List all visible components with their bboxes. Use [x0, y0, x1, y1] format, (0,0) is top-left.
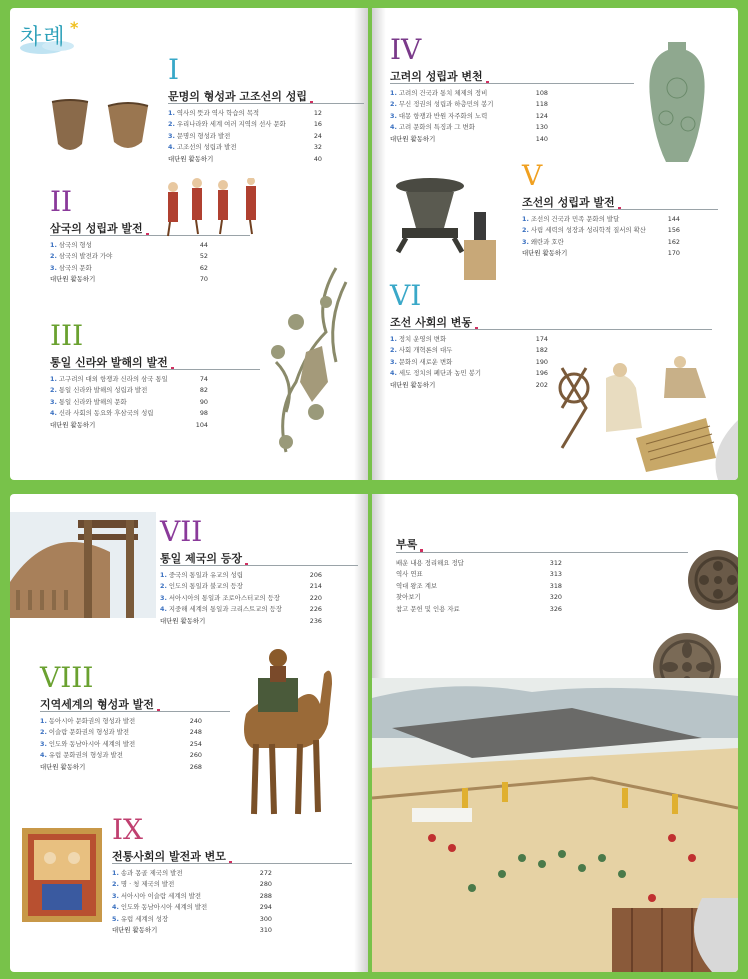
toc-item-index: 3.: [50, 263, 57, 272]
toc-item-page: 248: [189, 728, 202, 737]
sanchi-stupa-illustration: [10, 512, 156, 618]
toc-item-index: 1.: [112, 869, 119, 877]
toc-item-label: 사회 개혁론의 대두: [398, 346, 453, 355]
toc-activity-page: 70: [199, 275, 208, 284]
toc-item-page: 220: [309, 593, 322, 602]
unit-8-title-text: 지역세계의 형성과 발전: [40, 698, 154, 711]
toc-item-index: 1.: [50, 241, 57, 249]
appendix-item-label: 역대 왕조 계보: [396, 581, 438, 590]
appendix-item-label: 찾아보기: [396, 593, 421, 602]
toc-activity-page: 170: [667, 249, 680, 258]
toc-activity[interactable]: [50, 420, 208, 431]
toc-item[interactable]: [160, 593, 322, 604]
unit-6-title-text: 조선 사회의 변동: [390, 316, 473, 329]
toc-item[interactable]: [112, 902, 272, 913]
persian-miniature-illustration: [22, 828, 102, 922]
toc-item-page: 24: [313, 131, 322, 140]
toc-item-label: 명 · 청 제국의 발전: [120, 880, 175, 889]
unit-7-title[interactable]: [160, 550, 248, 566]
toc-item-label: 삼국의 문화: [58, 263, 92, 272]
unit-5-numeral: V: [522, 159, 543, 192]
toc-item-page: 174: [535, 335, 548, 343]
toc-item-index: 3.: [168, 131, 175, 140]
unit-3-title[interactable]: [50, 354, 174, 370]
unit-2-title-text: 삼국의 성립과 발전: [50, 222, 143, 235]
unit-9-numeral: IX: [112, 813, 143, 846]
toc-item-page: 44: [199, 241, 208, 249]
toc-item[interactable]: [40, 716, 202, 727]
unit-4-title-text: 고려의 성립과 변천: [390, 70, 483, 83]
toc-item[interactable]: [522, 214, 680, 225]
toc-item[interactable]: [50, 263, 208, 274]
toc-item-page: 16: [313, 120, 322, 129]
page-gutter-shadow: [372, 8, 386, 480]
toc-item-index: 4.: [168, 143, 175, 152]
toc-item[interactable]: [522, 225, 680, 236]
unit-4-title[interactable]: [390, 68, 489, 84]
toc-item-page: 196: [535, 369, 548, 378]
toc-item-index: 4.: [160, 605, 167, 614]
appendix-title-text: 부록: [396, 538, 418, 551]
unit-2-title[interactable]: [50, 220, 149, 236]
toc-item-index: 5.: [112, 914, 119, 923]
toc-item-index: 1.: [522, 215, 529, 223]
toc-item-page: 118: [535, 100, 548, 109]
toc-item[interactable]: [50, 240, 208, 251]
toc-item-index: 2.: [40, 728, 47, 737]
toc-item[interactable]: [168, 142, 322, 153]
toc-item-label: 고구려의 대외 항쟁과 신라의 삼국 통일: [58, 375, 168, 383]
toc-header-title: 차례: [20, 25, 67, 50]
page-top-left: [10, 8, 368, 480]
toc-item[interactable]: [50, 408, 208, 419]
toc-item-index: 4.: [112, 903, 119, 912]
unit-9-divider: [112, 863, 352, 864]
toc-activity-label: 대단원 활동하기: [160, 616, 206, 625]
unit-5-divider: [522, 209, 718, 210]
toc-item-index: 4.: [40, 751, 47, 760]
toc-activity-label: 대단원 활동하기: [522, 249, 568, 258]
toc-item[interactable]: [168, 131, 322, 142]
toc-item-page: 260: [189, 751, 202, 760]
appendix-item-label: 배운 내용 정리해요 정답: [396, 559, 464, 567]
toc-item-index: 2.: [112, 880, 119, 889]
toc-item-label: 정치 운영의 변화: [398, 335, 447, 343]
toc-item-index: 3.: [160, 593, 167, 602]
unit-1-divider: [168, 103, 364, 104]
toc-item-label: 대몽 항쟁과 반원 자주화의 노력: [398, 111, 488, 120]
unit-4-numeral: IV: [390, 33, 422, 66]
toc-item[interactable]: [50, 374, 208, 385]
toc-item-label: 중국의 통일과 유교의 성립: [168, 571, 243, 579]
appendix-item-page: 312: [549, 559, 562, 567]
toc-item-page: 162: [667, 237, 680, 246]
toc-activity-page: 310: [259, 925, 272, 934]
toc-item-index: 3.: [390, 357, 397, 366]
toc-item-index: 3.: [390, 111, 397, 120]
toc-item[interactable]: [522, 237, 680, 248]
header-star-icon: *: [70, 18, 79, 37]
toc-item[interactable]: [40, 739, 202, 750]
appendix-item-page: 313: [549, 570, 562, 579]
appendix-item-label: 역사 연표: [396, 570, 423, 579]
toc-item-label: 역사의 뜻과 역사 학습의 목적: [176, 109, 260, 117]
toc-item-index: 3.: [50, 397, 57, 406]
appendix-divider: [396, 552, 688, 553]
toc-item-label: 고려 문화의 특징과 그 변화: [398, 123, 475, 132]
toc-item-page: 182: [535, 346, 548, 355]
toc-item[interactable]: [168, 119, 322, 130]
page-gutter-shadow: [354, 8, 368, 480]
toc-item-label: 삼국의 발전과 가야: [58, 252, 113, 261]
unit-8-divider: [40, 711, 230, 712]
toc-activity[interactable]: [50, 274, 208, 285]
toc-item-page: 190: [535, 357, 548, 366]
toc-item-index: 2.: [50, 386, 57, 395]
toc-item[interactable]: [390, 357, 548, 368]
unit-6-list: [390, 334, 548, 391]
toc-activity-page: 140: [535, 134, 548, 143]
appendix-item[interactable]: [396, 581, 562, 592]
unit-9-list: [112, 868, 272, 936]
toc-item-page: 32: [313, 143, 322, 152]
page-bottom-right: [372, 494, 738, 972]
toc-item[interactable]: [112, 868, 272, 879]
unit-1-list: [168, 108, 322, 165]
toc-item[interactable]: [390, 111, 548, 122]
toc-item[interactable]: [50, 397, 208, 408]
toc-activity[interactable]: [112, 925, 272, 936]
camel-figure-illustration: [232, 644, 338, 824]
toc-item-label: 우리나라와 세계 여러 지역의 선사 문화: [176, 120, 286, 129]
toc-activity-label: 대단원 활동하기: [112, 925, 158, 934]
palace-ceremony-illustration: [372, 678, 738, 972]
toc-item-page: 226: [309, 605, 322, 614]
unit-7-title-text: 통일 제국의 등장: [160, 552, 243, 565]
toc-item-page: 144: [667, 215, 680, 223]
toc-item[interactable]: [112, 879, 272, 890]
toc-activity-page: 202: [535, 380, 548, 389]
unit-8-numeral: VIII: [40, 661, 94, 694]
toc-item-page: 98: [199, 409, 208, 418]
toc-item-page: 74: [199, 375, 208, 383]
unit-1-numeral: I: [168, 53, 180, 86]
toc-item-index: 2.: [390, 100, 397, 109]
toc-activity[interactable]: [390, 380, 548, 391]
toc-item-label: 통일 신라와 발해의 문화: [58, 397, 127, 406]
appendix-title[interactable]: [396, 536, 423, 552]
toc-item-label: 서아시아의 통일과 조로아스터교의 등장: [168, 593, 280, 602]
toc-item-index: 4.: [390, 123, 397, 132]
toc-item-label: 무신 정권의 성립과 하층민의 봉기: [398, 100, 494, 109]
toc-item-index: 2.: [522, 226, 529, 235]
roof-tile-top-illustration: [684, 540, 738, 620]
toc-item-page: 90: [199, 397, 208, 406]
unit-8-list: [40, 716, 202, 773]
unit-3-list: [50, 374, 208, 431]
unit-5-title-text: 조선의 성립과 발전: [522, 196, 615, 209]
unit-5-list: [522, 214, 680, 260]
unit-2-numeral: II: [50, 185, 73, 218]
unit-6-numeral: VI: [390, 279, 422, 312]
toc-activity[interactable]: [522, 248, 680, 259]
appendix-item-page: 320: [549, 593, 562, 602]
toc-item-page: 300: [259, 914, 272, 923]
unit-7-divider: [160, 565, 358, 566]
toc-item-label: 송과 몽골 제국의 발전: [120, 869, 183, 877]
toc-item-label: 삼국의 형성: [58, 241, 92, 249]
toc-item-label: 유럽 세계의 성장: [120, 914, 169, 923]
toc-item-index: 1.: [160, 571, 167, 579]
toc-item-label: 인도와 동남아시아 세계의 발전: [48, 739, 136, 748]
toc-item[interactable]: [390, 334, 548, 345]
celadon-vase-illustration: [642, 38, 712, 168]
unit-5-title[interactable]: [522, 194, 621, 210]
toc-activity[interactable]: [390, 134, 548, 145]
toc-item-label: 신라 사회의 동요와 후삼국의 성립: [58, 409, 154, 418]
toc-item-label: 문화의 새로운 변화: [398, 357, 453, 366]
toc-item[interactable]: [390, 345, 548, 356]
rain-gauge-illustration: [390, 168, 510, 286]
pottery-illustration: [48, 96, 160, 162]
toc-activity-label: 대단원 활동하기: [390, 134, 436, 143]
toc-item-label: 지중해 세계의 통일과 크리스트교의 등장: [168, 605, 282, 614]
unit-6-divider: [390, 329, 712, 330]
toc-item-page: 52: [199, 252, 208, 261]
toc-item-label: 인도와 동남아시아 세계의 발전: [120, 903, 208, 912]
toc-item-page: 124: [535, 111, 548, 120]
appendix-item-page: 318: [549, 581, 562, 590]
toc-item-page: 82: [199, 386, 208, 395]
unit-9-title[interactable]: [112, 848, 232, 864]
toc-item-page: 240: [189, 717, 202, 725]
toc-item-index: 4.: [390, 369, 397, 378]
unit-8-title[interactable]: [40, 696, 160, 712]
toc-activity-label: 대단원 활동하기: [50, 420, 96, 429]
toc-item-label: 문명의 형성과 발전: [176, 131, 231, 140]
toc-item-index: 2.: [50, 252, 57, 261]
toc-item[interactable]: [390, 122, 548, 133]
appendix-item[interactable]: [396, 569, 562, 580]
toc-item-label: 고조선의 성립과 발전: [176, 143, 237, 152]
toc-item-page: 156: [667, 226, 680, 235]
unit-7-list: [160, 570, 322, 627]
unit-4-list: [390, 88, 548, 145]
appendix-item-page: 326: [549, 604, 562, 613]
toc-item-page: 280: [259, 880, 272, 889]
toc-item[interactable]: [40, 727, 202, 738]
toc-item-page: 130: [535, 123, 548, 132]
toc-item-label: 동아시아 문화권의 형성과 발전: [48, 717, 136, 725]
toc-item[interactable]: [50, 385, 208, 396]
appendix-item[interactable]: [396, 604, 562, 615]
toc-item[interactable]: [160, 581, 322, 592]
toc-item-index: 2.: [390, 346, 397, 355]
unit-1-title[interactable]: [168, 88, 313, 104]
toc-item-page: 294: [259, 903, 272, 912]
unit-3-divider: [50, 369, 260, 370]
toc-item-label: 유럽 문화권의 형성과 발전: [48, 751, 123, 760]
toc-item[interactable]: [390, 99, 548, 110]
unit-9-title-text: 전통사회의 발전과 변모: [112, 850, 226, 863]
toc-activity-page: 236: [309, 616, 322, 625]
toc-item-index: 1.: [50, 375, 57, 383]
dancers-illustration: [160, 178, 280, 240]
toc-activity[interactable]: [40, 762, 202, 773]
toc-item-page: 62: [199, 263, 208, 272]
toc-item[interactable]: [168, 108, 322, 119]
toc-item-page: 254: [189, 739, 202, 748]
toc-item-label: 왜란과 호란: [530, 237, 564, 246]
toc-item[interactable]: [160, 570, 322, 581]
toc-item-page: 12: [313, 109, 322, 117]
flying-apsara-illustration: [256, 262, 356, 468]
toc-item-label: 서아시아 이슬람 세계의 발전: [120, 891, 202, 900]
unit-4-divider: [390, 83, 634, 84]
toc-activity-label: 대단원 활동하기: [168, 154, 214, 163]
toc-item-index: 4.: [50, 409, 57, 418]
appendix-list: [396, 558, 562, 615]
toc-item[interactable]: [40, 750, 202, 761]
toc-activity-page: 104: [195, 420, 208, 429]
toc-item-label: 고려의 건국과 통치 체제의 정비: [398, 89, 488, 97]
toc-activity-label: 대단원 활동하기: [390, 380, 436, 389]
toc-activity[interactable]: [168, 154, 322, 165]
toc-item[interactable]: [390, 368, 548, 379]
toc-activity-page: 40: [313, 154, 322, 163]
toc-item-index: 2.: [160, 582, 167, 591]
toc-activity-label: 대단원 활동하기: [50, 275, 96, 284]
toc-item-index: 3.: [40, 739, 47, 748]
toc-item-label: 이슬람 문화권의 형성과 발전: [48, 728, 130, 737]
appendix-item-label: 참고 문헌 및 인용 자료: [396, 604, 460, 613]
toc-item-index: 3.: [112, 891, 119, 900]
toc-item-page: 214: [309, 582, 322, 591]
toc-item-page: 206: [309, 571, 322, 579]
toc-item-label: 조선의 건국과 민족 문화의 발달: [530, 215, 620, 223]
toc-item[interactable]: [160, 604, 322, 615]
unit-3-numeral: III: [50, 319, 84, 352]
toc-item-page: 108: [535, 89, 548, 97]
toc-item-index: 2.: [168, 120, 175, 129]
toc-item[interactable]: [50, 251, 208, 262]
toc-item-page: 288: [259, 891, 272, 900]
toc-activity-page: 268: [189, 762, 202, 771]
toc-item-label: 통일 신라와 발해의 성립과 발전: [58, 386, 148, 395]
toc-header: [18, 18, 80, 58]
page-bottom-left: [10, 494, 368, 972]
toc-item-index: 1.: [40, 717, 47, 725]
page-curl-icon: [698, 420, 738, 480]
toc-item-index: 3.: [522, 237, 529, 246]
toc-item-label: 세도 정치의 폐단과 농민 봉기: [398, 369, 482, 378]
toc-item-index: 1.: [390, 335, 397, 343]
unit-2-list: [50, 240, 208, 286]
toc-item-index: 1.: [390, 89, 397, 97]
toc-item-page: 272: [259, 869, 272, 877]
toc-activity-label: 대단원 활동하기: [40, 762, 86, 771]
toc-item[interactable]: [390, 88, 548, 99]
page-top-right: [372, 8, 738, 480]
unit-7-numeral: VII: [160, 515, 203, 548]
toc-item[interactable]: [112, 891, 272, 902]
toc-item-index: 1.: [168, 109, 175, 117]
appendix-item[interactable]: [396, 592, 562, 603]
unit-6-title[interactable]: [390, 314, 478, 330]
unit-3-title-text: 통일 신라와 발해의 발전: [50, 356, 168, 369]
toc-item[interactable]: [112, 914, 272, 925]
unit-1-title-text: 문명의 형성과 고조선의 성립: [168, 90, 307, 103]
toc-item-label: 사림 세력의 성장과 성리학적 질서의 확산: [530, 226, 646, 235]
toc-item-label: 인도의 통일과 불교의 등장: [168, 582, 243, 591]
appendix-item[interactable]: [396, 558, 562, 569]
toc-activity[interactable]: [160, 616, 322, 627]
